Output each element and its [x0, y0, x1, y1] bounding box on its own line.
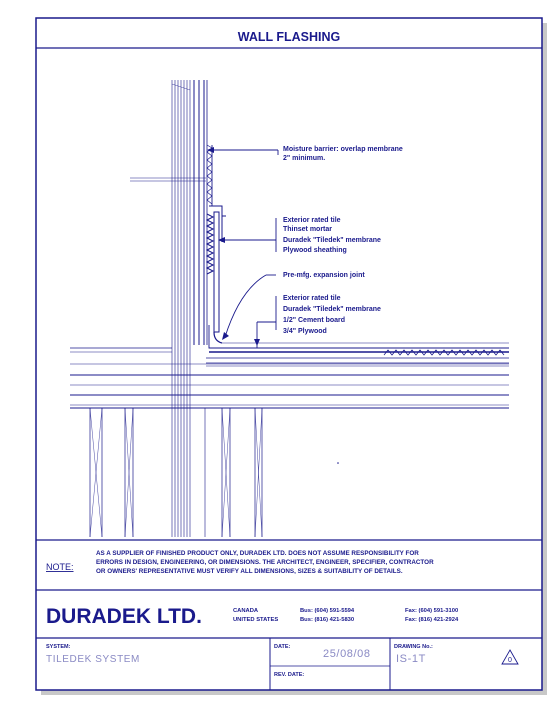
- region-canada: CANADA: [233, 608, 259, 614]
- callout-moisture-line-2: 2" minimum.: [283, 155, 326, 162]
- note-line-1: AS A SUPPLIER OF FINISHED PRODUCT ONLY, DURADEK LTD. DOES NOT ASSUME RESPONSIBILITY FOR: [96, 550, 419, 557]
- bus-canada: Bus: (604) 591-5594: [300, 608, 355, 614]
- note-text: [96, 550, 434, 575]
- date-label: DATE:: [274, 644, 291, 650]
- fax-us: Fax: (816) 421-2924: [405, 617, 459, 623]
- system-value: TILEDEK SYSTEM: [46, 654, 140, 665]
- callout-floor-line-1: Exterior rated tile: [283, 295, 341, 302]
- system-label: SYSTEM:: [46, 644, 71, 650]
- callout-floor-line-2: Duradek "Tiledek" membrane: [283, 306, 381, 313]
- drawing-number-value: IS-1T: [396, 653, 426, 665]
- sheet-border: [36, 18, 542, 690]
- fax-canada: Fax: (604) 591-3100: [405, 608, 459, 614]
- callout-expansion: [283, 272, 365, 279]
- drawing-number-label: DRAWING No.:: [394, 644, 433, 650]
- callout-floor-line-3: 1/2" Cement board: [283, 317, 346, 324]
- note-label: NOTE:: [46, 562, 74, 572]
- rev-date-label: REV. DATE:: [274, 672, 305, 678]
- date-value: 25/08/08: [323, 648, 371, 660]
- callout-expansion-line-1: Pre-mfg. expansion joint: [283, 272, 365, 279]
- callout-floor-line-4: 3/4" Plywood: [283, 328, 327, 335]
- bus-us: Bus: (816) 421-5830: [300, 617, 355, 623]
- note-line-2: ERRORS IN DESIGN, ENGINEERING, OR DIMENSIONS. THE ARCHITECT, ENGINEER, SPECIFIER, CONTRACTOR: [96, 559, 434, 566]
- drawing-title: WALL FLASHING: [237, 30, 341, 44]
- callout-wall-line-1: Exterior rated tile: [283, 217, 341, 224]
- callout-wall-line-3: Duradek "Tiledek" membrane: [283, 237, 381, 244]
- callout-moisture-line-1: Moisture barrier: overlap membrane: [283, 146, 403, 153]
- revision-number: 0: [508, 657, 512, 664]
- callout-wall-line-2: Thinset mortar: [283, 226, 333, 233]
- callout-wall-line-4: Plywood sheathing: [283, 247, 347, 254]
- region-us: UNITED STATES: [233, 617, 279, 623]
- note-line-3: OR OWNERS' REPRESENTATIVE MUST VERIFY ALL DIMENSIONS, SIZES & SUITABILITY OF DETAILS.: [96, 568, 403, 575]
- company-name: DURADEK LTD.: [46, 605, 202, 628]
